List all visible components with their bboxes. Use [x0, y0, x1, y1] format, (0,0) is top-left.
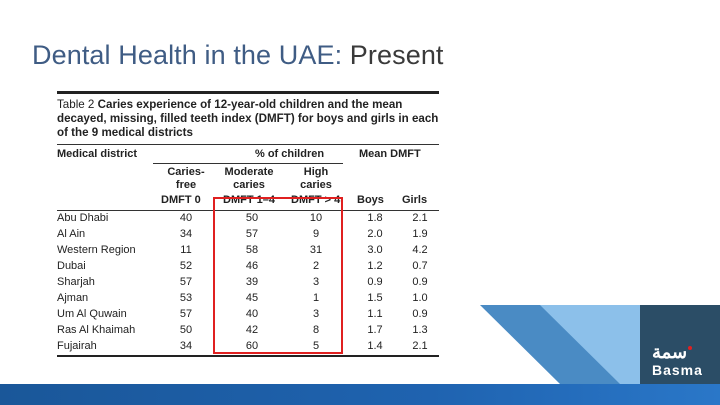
cell-high: 2 — [312, 259, 320, 272]
cell-moderate: 42 — [245, 323, 259, 336]
cell-high: 10 — [309, 211, 323, 224]
header-dmft-0: DMFT 0 — [161, 193, 201, 206]
cell-girls: 0.9 — [412, 275, 428, 288]
district-name: Ajman — [57, 291, 89, 304]
table-caption-text: Caries experience of 12-year-old children and the mean decayed, missing, filled teeth index (DMFT) for boys and girls in each of the 9 medical districts — [57, 98, 439, 140]
cell-boys: 1.7 — [367, 323, 383, 336]
header-mean-dmft: Mean DMFT — [359, 147, 421, 160]
cell-free: 57 — [179, 275, 193, 288]
cell-moderate: 50 — [245, 211, 259, 224]
cell-high: 9 — [312, 227, 320, 240]
slide-title-emphasis: Present — [349, 40, 444, 70]
cell-free: 11 — [180, 243, 192, 256]
district-name: Um Al Quwain — [57, 307, 127, 320]
header-moderate-caries: Moderate caries — [224, 165, 274, 191]
cell-boys: 1.1 — [367, 307, 383, 320]
cell-free: 53 — [179, 291, 193, 304]
cell-moderate: 58 — [245, 243, 259, 256]
header-dmft-1-4: DMFT 1–4 — [223, 193, 275, 206]
cell-girls: 4.2 — [412, 243, 428, 256]
header-percent: % of children — [255, 147, 325, 160]
cell-free: 57 — [179, 307, 193, 320]
logo-dot — [688, 346, 692, 350]
cell-high: 3 — [312, 275, 320, 288]
cell-boys: 0.9 — [367, 275, 383, 288]
highlight-box — [213, 197, 343, 354]
cell-high: 8 — [312, 323, 320, 336]
district-name: Sharjah — [57, 275, 95, 288]
district-name: Fujairah — [57, 339, 97, 352]
cell-boys: 1.4 — [367, 339, 383, 352]
cell-free: 40 — [179, 211, 193, 224]
table-bottom-rule — [57, 355, 439, 357]
cell-free: 34 — [179, 339, 193, 352]
table-header-row-2 — [57, 164, 439, 194]
district-name: Ras Al Khaimah — [57, 323, 136, 336]
cell-girls: 2.1 — [412, 339, 428, 352]
decor-triangle-light — [540, 305, 640, 384]
table-caption-label: Table 2 — [57, 98, 95, 111]
cell-moderate: 57 — [245, 227, 259, 240]
slide-title — [32, 40, 444, 71]
cell-moderate: 46 — [245, 259, 259, 272]
header-girls: Girls — [402, 193, 428, 206]
district-name: Abu Dhabi — [57, 211, 109, 224]
logo-mark: سمة — [652, 342, 688, 362]
district-name: Al Ain — [57, 227, 86, 240]
cell-boys: 3.0 — [367, 243, 383, 256]
cell-girls: 1.0 — [412, 291, 428, 304]
cell-moderate: 40 — [245, 307, 259, 320]
cell-girls: 0.7 — [412, 259, 428, 272]
decor-triangle-dark — [480, 305, 640, 384]
cell-high: 31 — [309, 243, 323, 256]
cell-girls: 0.9 — [412, 307, 428, 320]
cell-moderate: 39 — [245, 275, 259, 288]
header-district: Medical district — [57, 147, 138, 160]
cell-girls: 1.9 — [412, 227, 428, 240]
cell-boys: 2.0 — [367, 227, 383, 240]
table-header-row-1 — [57, 145, 439, 163]
cell-free: 52 — [179, 259, 193, 272]
cell-boys: 1.2 — [367, 259, 383, 272]
cell-moderate: 45 — [245, 291, 259, 304]
district-name: Dubai — [57, 259, 86, 272]
cell-high: 3 — [312, 307, 320, 320]
header-high-caries: High caries — [300, 165, 332, 191]
bottom-stripe — [0, 384, 720, 405]
header-caries-free: Caries-free — [167, 165, 205, 191]
cell-high: 5 — [312, 339, 320, 352]
cell-moderate: 60 — [245, 339, 259, 352]
cell-free: 50 — [179, 323, 193, 336]
header-dmft-over-4: DMFT > 4 — [291, 193, 341, 206]
cell-boys: 1.8 — [367, 211, 383, 224]
district-name: Western Region — [57, 243, 136, 256]
bottom-stripe-gradient — [0, 384, 720, 405]
slide-title-main: Dental Health in the UAE: — [32, 40, 350, 70]
cell-girls: 2.1 — [412, 211, 428, 224]
cell-free: 34 — [179, 227, 193, 240]
header-boys: Boys — [357, 193, 384, 206]
cell-girls: 1.3 — [412, 323, 428, 336]
table-caption — [57, 94, 439, 144]
cell-boys: 1.5 — [367, 291, 383, 304]
logo-word: Basma — [652, 362, 703, 378]
cell-high: 1 — [312, 291, 320, 304]
